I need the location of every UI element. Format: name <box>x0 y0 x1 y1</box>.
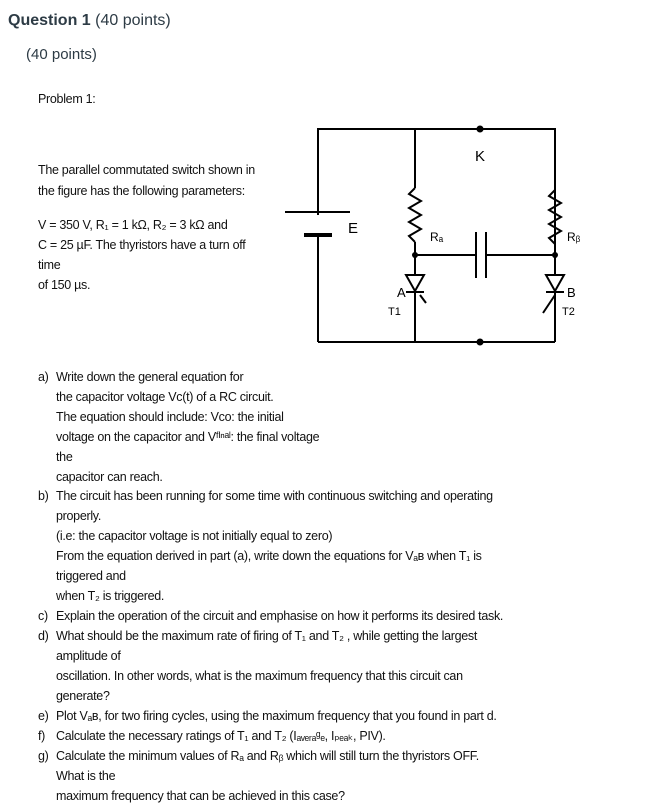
label-a: A <box>397 285 406 300</box>
label-t2: T2 <box>562 306 575 318</box>
label-k: K <box>475 148 486 165</box>
part-line: oscillation. In other words, what is the maximum frequency that this circuit can generate? <box>56 669 463 703</box>
part-a-line: Write down the general equation for <box>56 370 244 384</box>
part-b <box>38 486 508 606</box>
junction-bottom <box>477 339 484 346</box>
part-e <box>38 706 508 726</box>
intro-line: The parallel commutated switch shown in <box>38 163 255 177</box>
resistor-a-zigzag <box>409 188 421 242</box>
part-a-line: voltage on the capacitor and Vᶠᴵⁿᵃˡ: the final voltage the <box>56 430 320 464</box>
part-a-item <box>38 367 338 487</box>
label-t1: T1 <box>388 306 401 318</box>
question-number: Question 1 <box>8 12 91 29</box>
part-label: d) <box>38 629 49 643</box>
part-line: Calculate the minimum values of Rₐ and Rᵦ which will still turn the thyristors OFF. What is the <box>56 749 479 783</box>
intro-text <box>38 160 268 202</box>
question-parts <box>38 486 508 806</box>
part-a-label: a) <box>38 370 49 384</box>
part-a-line: The equation should include: Vco: the initial <box>56 410 284 424</box>
part-label: g) <box>38 749 49 763</box>
question-points-inline: (40 points) <box>95 12 171 29</box>
junction-top-k <box>477 126 484 133</box>
part-line: (i.e: the capacitor voltage is not initially equal to zero) <box>56 529 333 543</box>
part-line: maximum frequency that can be achieved in this case? <box>56 789 345 803</box>
intro-line: the figure has the following parameters: <box>38 184 245 198</box>
junction-b <box>552 252 558 258</box>
part-line: What should be the maximum rate of firing of T₁ and T₂ , while getting the largest amplitude of <box>56 629 478 663</box>
part-label: f) <box>38 729 46 743</box>
part-f <box>38 726 508 746</box>
label-rb: Rᵦ <box>567 230 581 244</box>
part-line: From the equation derived in part (a), write down the equations for Vₐʙ when T₁ is triggered and <box>56 549 482 583</box>
part-line: when T₂ is triggered. <box>56 589 165 603</box>
junction-a <box>412 252 418 258</box>
question-points: (40 points) <box>26 46 97 63</box>
question-title <box>8 12 171 30</box>
part-label: e) <box>38 709 49 723</box>
parameters <box>38 215 268 295</box>
circuit-diagram <box>270 115 600 355</box>
thyristor-1-gate <box>420 295 426 303</box>
part-d <box>38 626 508 706</box>
label-e: E <box>348 220 359 237</box>
part-line: Calculate the necessary ratings of T₁ and T₂ (Iₐᵥₑᵣₐᵍₑ, Iₚₑₐₖ, PIV). <box>56 729 386 743</box>
part-a <box>38 367 338 487</box>
thyristor-2-body <box>546 275 564 291</box>
thyristor-1-body <box>406 275 424 291</box>
problem-label: Problem 1: <box>38 92 96 106</box>
part-c <box>38 606 508 626</box>
thyristor-2-gate <box>543 295 555 313</box>
param-line: V = 350 V, R₁ = 1 kΩ, R₂ = 3 kΩ and <box>38 218 228 232</box>
part-label: b) <box>38 489 49 503</box>
part-a-line: capacitor can reach. <box>56 470 163 484</box>
param-line: of 150 µs. <box>38 278 91 292</box>
part-a-line: the capacitor voltage Vᴄ(t) of a RC circuit. <box>56 390 274 404</box>
part-g <box>38 746 508 806</box>
part-line: The circuit has been running for some time with continuous switching and operating properly. <box>56 489 493 523</box>
label-ra: Rₐ <box>430 230 444 244</box>
part-label: c) <box>38 609 48 623</box>
part-line: Plot Vₐʙ, for two firing cycles, using the maximum frequency that you found in part d. <box>56 709 497 723</box>
part-line: Explain the operation of the circuit and emphasise on how it performs its desired task. <box>56 609 504 623</box>
param-line: C = 25 µF. The thyristors have a turn off time <box>38 238 246 272</box>
label-b: B <box>567 285 576 300</box>
